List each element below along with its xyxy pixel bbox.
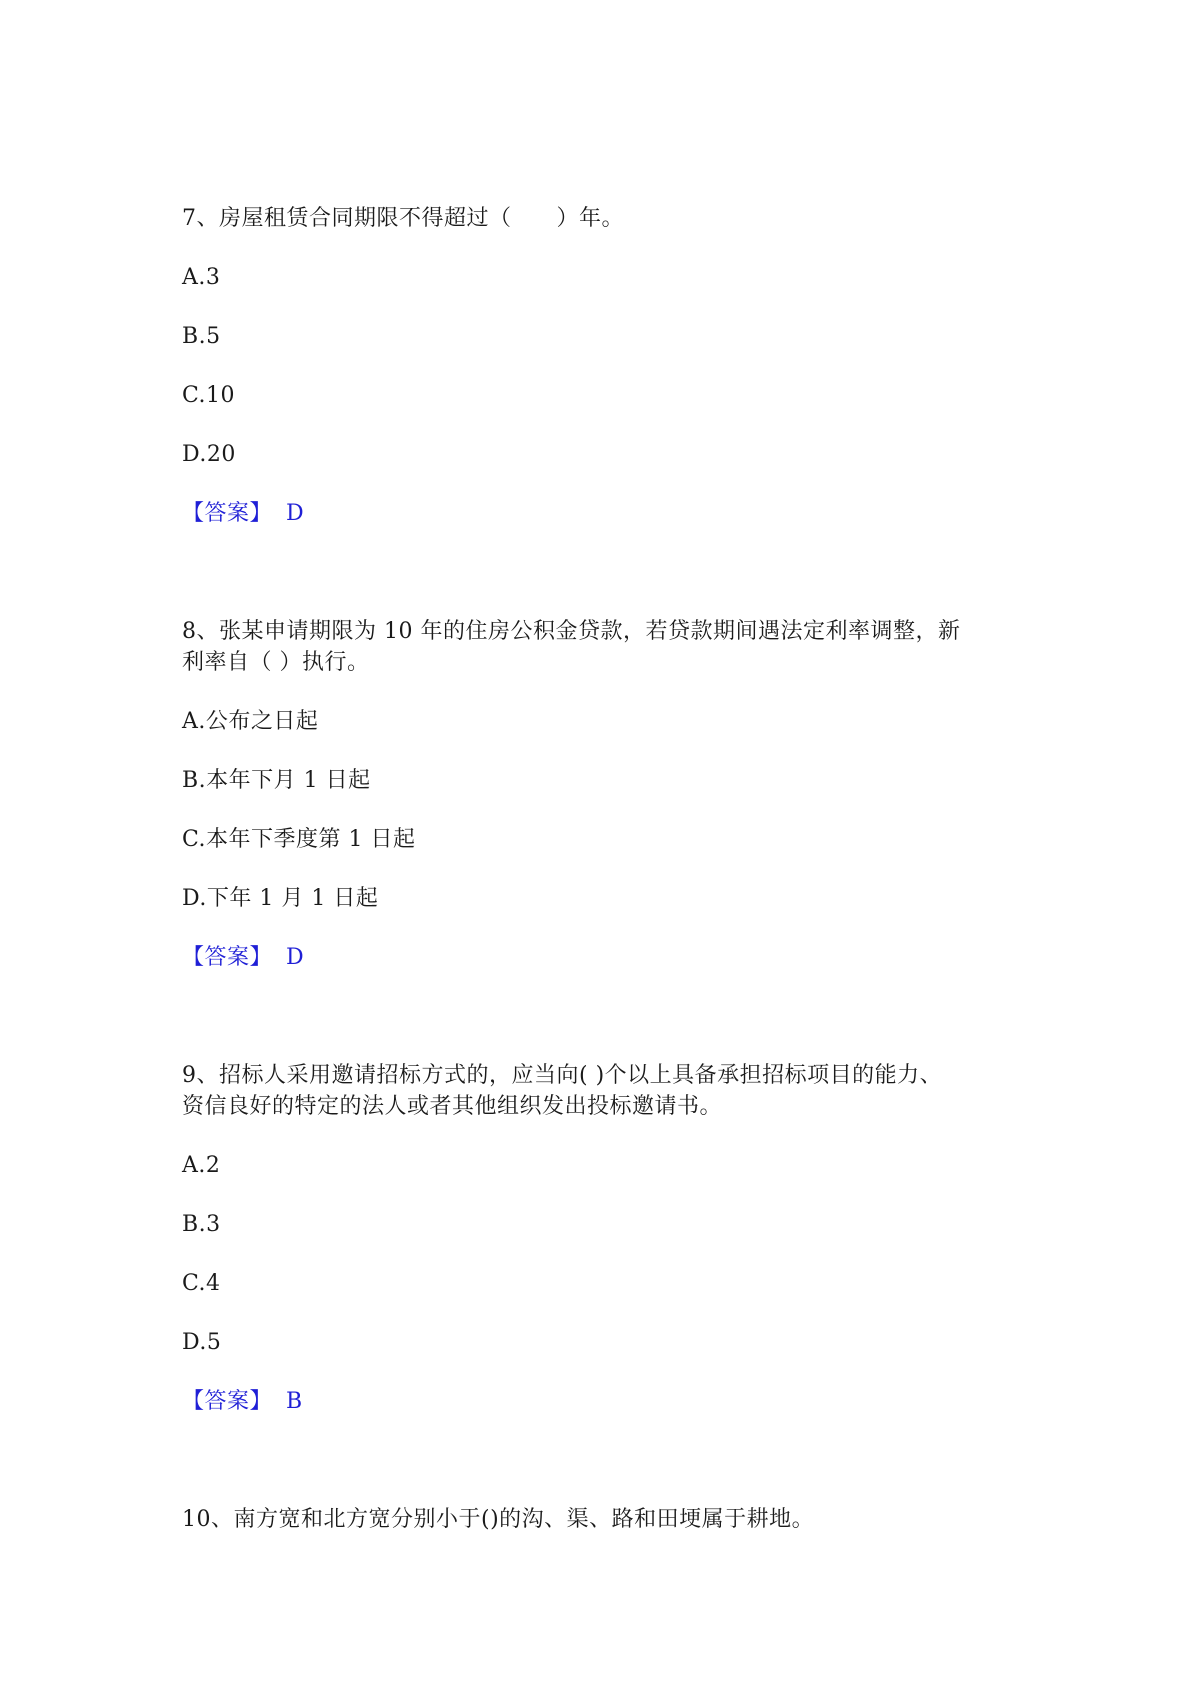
option-c: C.本年下季度第 1 日起 (182, 827, 416, 852)
option-c: C.4 (182, 1271, 221, 1296)
option-d: D.5 (182, 1330, 222, 1355)
option-b: B.5 (182, 324, 221, 349)
answer-label: 【答案】 (182, 501, 273, 526)
option-c: C.10 (182, 383, 236, 408)
answer-value: B (286, 1389, 303, 1414)
option-d: D.下年 1 月 1 日起 (182, 886, 379, 911)
answer (182, 943, 304, 973)
answer-value: D (286, 501, 305, 526)
option-b: B.本年下月 1 日起 (182, 768, 371, 793)
answer (182, 1387, 303, 1417)
question-stem: 8、张某申请期限为 10 年的住房公积金贷款，若贷款期间遇法定利率调整，新 (182, 619, 961, 644)
option-a: A.3 (182, 265, 221, 290)
option-a: A.公布之日起 (182, 709, 319, 734)
answer-value: D (286, 945, 305, 970)
answer (182, 499, 304, 529)
question-stem-continued: 资信良好的特定的法人或者其他组织发出投标邀请书。 (182, 1094, 723, 1119)
answer-label: 【答案】 (182, 1389, 273, 1414)
question-stem: 10、南方宽和北方宽分别小于()的沟、渠、路和田埂属于耕地。 (182, 1507, 815, 1532)
option-b: B.3 (182, 1212, 221, 1237)
question-stem-continued: 利率自（ ）执行。 (182, 650, 370, 675)
option-a: A.2 (182, 1153, 221, 1178)
question-stem: 9、招标人采用邀请招标方式的，应当向( )个以上具备承担招标项目的能力、 (182, 1063, 943, 1088)
answer-label: 【答案】 (182, 945, 273, 970)
option-d: D.20 (182, 442, 236, 467)
question-stem: 7、房屋租赁合同期限不得超过（ ）年。 (182, 206, 624, 231)
